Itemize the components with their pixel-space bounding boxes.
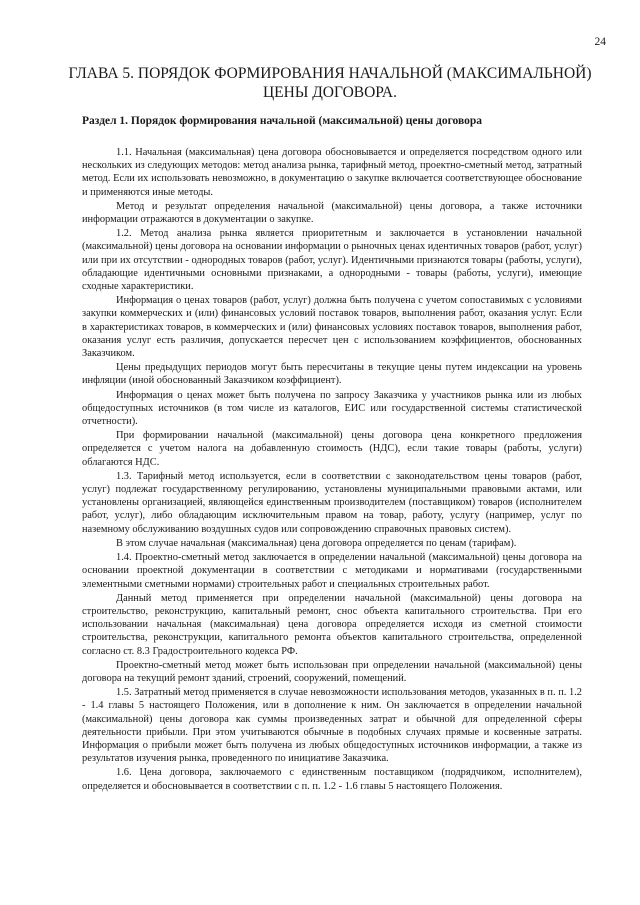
paragraph-construction: Данный метод применяется при определении начальной (максимальной) цены договора на строительство, реконструкцию, капитальный ремонт, снос объекта капитального строительства. При его использовании начальная (максимальная) цена договора определяется исходя из сметной стоимости строительства, реконструкции, капитального ремонта объектов капитального строительства, определенной согласно ст. 8.3 Градостроительного кодекса РФ. <box>82 592 582 657</box>
paragraph-method-result: Метод и результат определения начальной (максимальной) цены договора, а также источники информации отражаются в документации о закупке. <box>82 200 582 226</box>
document-body <box>82 146 582 793</box>
paragraph-1-4: 1.4. Проектно-сметный метод заключается в определении начальной (максимальной) цены договора на основании проектной документации в соответствии с методиками и нормативами (государственными элементными сметными нормами) строительных работ и специальных строительных работ. <box>82 552 582 590</box>
paragraph-1-1: 1.1. Начальная (максимальная) цена договора обосновывается и определяется посредством одного или нескольких из следующих методов: метод анализа рынка, тарифный метод, проектно-сметный метод, затратный метод. Если их использовать невозможно, в документацию о закупке включается соответствующее обоснование и применяются иные методы. <box>82 147 582 198</box>
chapter-title-line-1: ГЛАВА 5. ПОРЯДОК ФОРМИРОВАНИЯ НАЧАЛЬНОЙ (МАКСИМАЛЬНОЙ) <box>68 65 592 82</box>
chapter-title <box>60 64 600 102</box>
paragraph-previous-periods: Цены предыдущих периодов могут быть пересчитаны в текущие цены путем индексации на уровень инфляции (иной обоснованный Заказчиком коэффициент). <box>82 362 582 387</box>
section-title: Раздел 1. Порядок формирования начальной (максимальной) цены договора <box>82 115 482 127</box>
paragraph-information-sources: Информация о ценах может быть получена по запросу Заказчика у участников рынка или из любых общедоступных источников (в том числе из каталогов, ЕИС или государственной системы статистической отчетности). <box>82 389 582 428</box>
paragraph-price-information: Информация о ценах товаров (работ, услуг) должна быть получена с учетом сопоставимых с условиями закупки коммерческих и (или) финансовых условий поставок товаров, выполнения работ, оказания услуг. Если в характеристиках товаров, в коммерческих и (или) финансовых условиях поставок товаров, выполнения работ, оказания услуг есть различия, допускается пересчет цен с использованием коэффициентов, обоснованных Заказчиком. <box>82 295 582 360</box>
paragraph-1-6: 1.6. Цена договора, заключаемого с единственным поставщиком (подрядчиком, исполнителем), определяется и обосновывается в соответствии с п. п. 1.2 - 1.6 главы 5 настоящего Положения. <box>82 767 582 792</box>
paragraph-1-3: 1.3. Тарифный метод используется, если в соответствии с законодательством цены товаров (работ, услуг) подлежат государственному регулированию, установлены муниципальными правовыми актами, или установлены организацией, являющейся единственным производителем (поставщиком) товаров (исполнителем работ, услуг), либо обладающим исключительным правом на товар, работу, услугу (например, услуг по наземному обслуживанию воздушных судов или сопровождению справочных правовых систем). <box>82 470 582 535</box>
paragraph-1-5: 1.5. Затратный метод применяется в случае невозможности использования методов, указанных в п. п. 1.2 - 1.4 главы 5 настоящего Положения, или в дополнение к ним. Он заключается в определении начальной (максимальной) цены договора как суммы произведенных затрат и обычной для определенной сферы деятельности прибыли. При этом учитываются обычные в подобных случаях прямые и косвенные затраты. Информация о прибыли может быть получена из любых общедоступных источников информации, а также из результатов изучения рынка, проведенного по инициативе Заказчика. <box>82 687 582 765</box>
paragraph-1-2: 1.2. Метод анализа рынка является приоритетным и заключается в установлении начальной (максимальной) цены договора на основании информации о рыночных ценах идентичных товаров (работ, услуг) или при их отсутствии - однородных товаров (работ, услуг). Идентичными признаются товары (работы, услуги), обладающие идентичными основными признаками, а однородными - товары (работы, услуги), имеющие сходные характеристики. <box>82 228 582 293</box>
chapter-title-line-2: ЦЕНЫ ДОГОВОРА. <box>262 84 398 101</box>
paragraph-tariffs: В этом случае начальная (максимальная) цена договора определяется по ценам (тарифам). <box>116 537 517 549</box>
paragraph-vat: При формировании начальной (максимальной) цены договора цена конкретного предложения определяется с учетом налога на добавленную стоимость (НДС), если такие товары (работы, услуги) облагаются НДС. <box>82 430 582 468</box>
paragraph-current-repair: Проектно-сметный метод может быть использован при определении начальной (максимальной) цены договора на текущий ремонт зданий, строений, сооружений, помещений. <box>82 659 582 684</box>
page-number: 24 <box>594 36 606 48</box>
